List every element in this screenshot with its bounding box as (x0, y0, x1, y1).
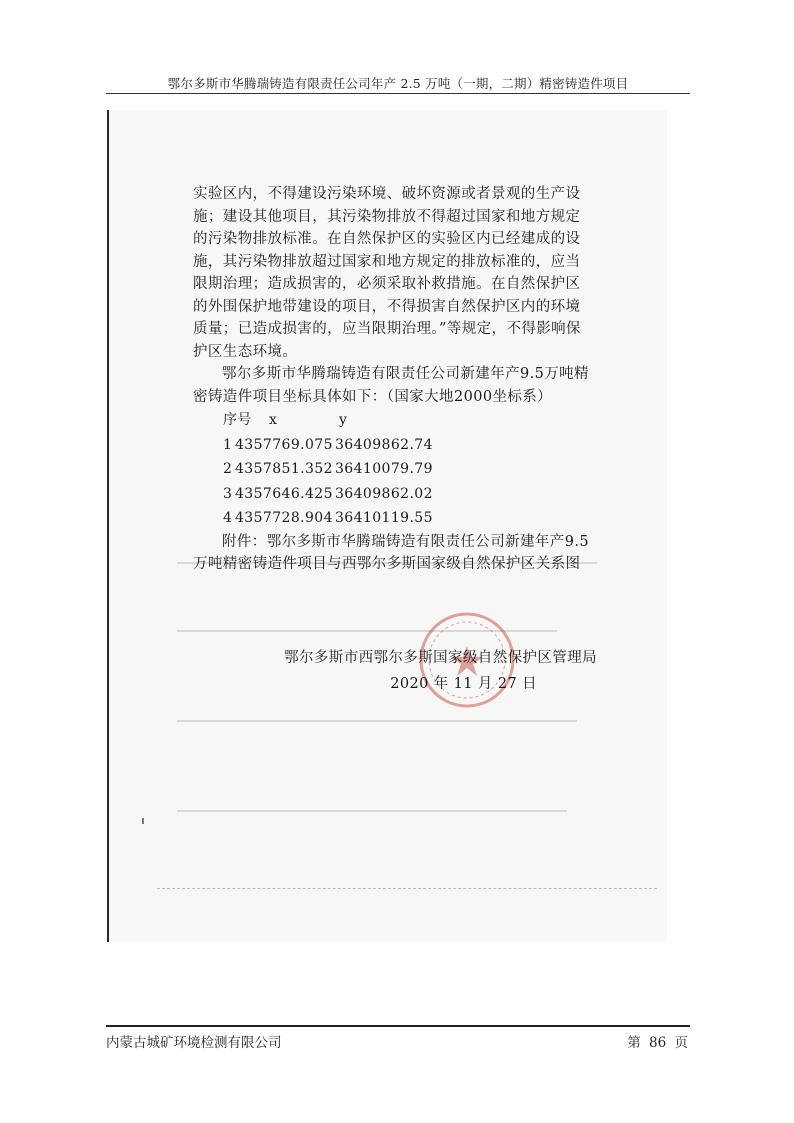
signature-block (257, 645, 597, 697)
coordinate-header-y: y (339, 412, 348, 428)
coordinate-x: 4357728.904 (235, 510, 333, 526)
attachment-note: 附件：鄂尔多斯市华腾瑞铸造有限责任公司新建年产9.5万吨精密铸造件项目与西鄂尔多斯国家级自然保护区关系图 (193, 533, 589, 572)
bleed-through-line (177, 810, 567, 812)
coordinate-header-id: 序号 (223, 412, 252, 428)
footer-page-number: 第 86 页 (627, 1035, 688, 1051)
bleed-through-line (177, 720, 577, 722)
scanned-letter (107, 110, 667, 942)
coordinate-x: 4357769.075 (235, 436, 333, 453)
footer-company: 内蒙古城矿环境检测有限公司 (106, 1035, 282, 1051)
scan-bottom-edge (157, 888, 657, 889)
coordinate-id: 3 (223, 485, 233, 502)
header-divider (106, 93, 690, 94)
page-header-title: 鄂尔多斯市华腾瑞铸造有限责任公司年产 2.5 万吨（一期，二期）精密铸造件项目 (167, 76, 629, 91)
coordinate-id: 4 (223, 510, 233, 526)
letter-body (193, 183, 593, 576)
coordinate-header-row (193, 408, 593, 433)
scan-edge-shadow (107, 110, 109, 942)
coordinate-id: 2 (223, 461, 233, 477)
coordinate-row (193, 506, 593, 531)
coordinate-id: 1 (223, 436, 233, 453)
letter-paragraph: 鄂尔多斯市华腾瑞铸造有限责任公司新建年产9.5万吨精密铸造件项目坐标具体如下：（国家大地2000坐标系） (193, 366, 589, 405)
scan-speck (142, 818, 144, 824)
coordinate-header-x: x (269, 412, 278, 428)
coordinate-row (193, 433, 593, 458)
coordinate-table (193, 408, 593, 531)
coordinate-x: 4357646.425 (235, 485, 333, 502)
coordinate-y: 36409862.02 (335, 485, 433, 502)
coordinate-y: 36410119.55 (335, 510, 433, 526)
footer-divider (106, 1025, 690, 1027)
coordinate-y: 36409862.74 (335, 436, 433, 453)
coordinate-row (193, 457, 593, 482)
coordinate-x: 4357851.352 (235, 461, 333, 477)
signer-name: 鄂尔多斯市西鄂尔多斯国家级自然保护区管理局 (284, 650, 597, 666)
coordinate-row (193, 482, 593, 507)
letter-date: 2020 年 11 月 27 日 (390, 676, 537, 692)
letter-paragraph: 实验区内，不得建设污染环境、破坏资源或者景观的生产设施；建设其他项目，其污染物排放不得超过国家和地方规定的污染物排放标准。在自然保护区的实验区内已经建成的设施，其污染物排放超过国家和地方规定的排放标准的，应当限期治理；造成损害的，必须采取补救措施。在自然保护区的外围保护地带建设的项目，不得损害自然保护区内的环境质量；已造成损害的，应当限期治理。”等规定，不得影响保护区生态环境。 (193, 186, 581, 360)
coordinate-y: 36410079.79 (335, 461, 433, 477)
